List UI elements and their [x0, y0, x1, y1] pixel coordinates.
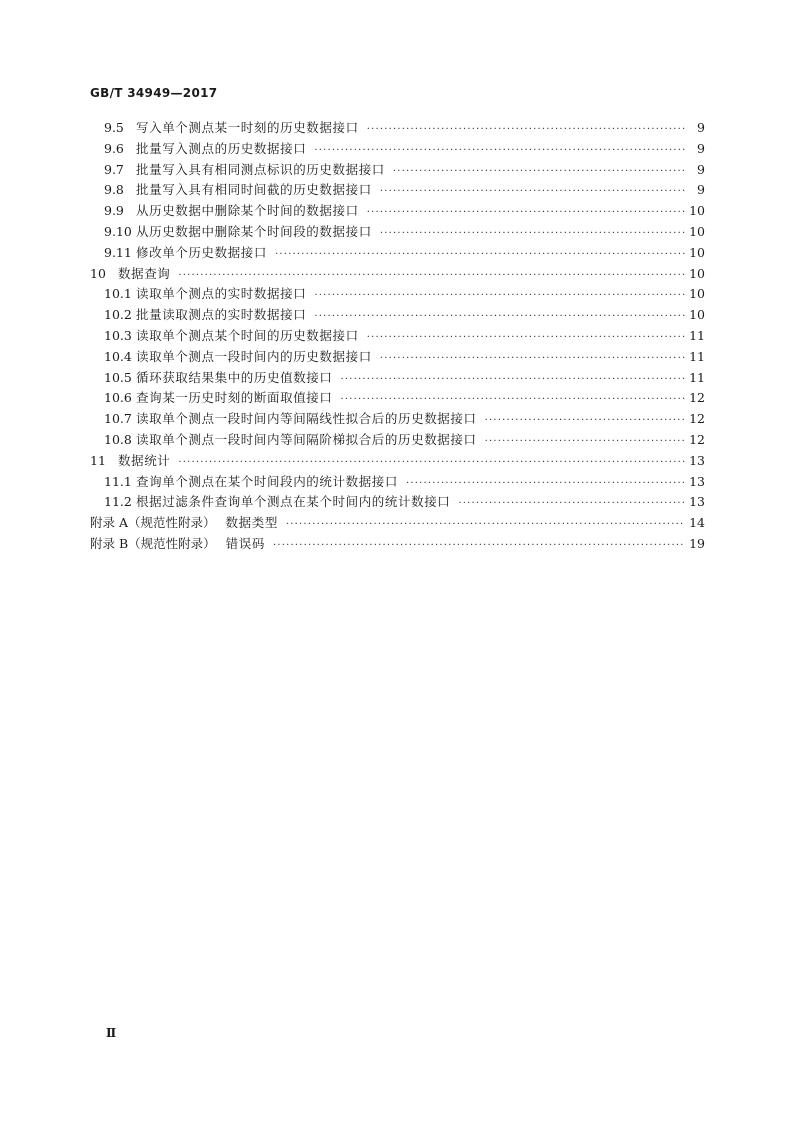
- toc-entry-title: 读取单个测点一段时间内等间隔线性拟合后的历史数据接口: [136, 411, 477, 427]
- toc-chapter-entry[interactable]: [90, 451, 705, 472]
- toc-entry-number: 9.7: [104, 161, 124, 177]
- toc-entry[interactable]: [90, 118, 705, 139]
- toc-entry-title: 批量写入具有相同时间截的历史数据接口: [136, 182, 372, 198]
- toc-entry-number: 10.4: [104, 348, 132, 364]
- toc-entry[interactable]: [90, 284, 705, 305]
- toc-entry-page: 10: [689, 286, 705, 302]
- toc-entry-number: 9.9: [104, 203, 124, 219]
- toc-leader-dots: [367, 203, 685, 224]
- toc-entry-title: 读取单个测点某个时间的历史数据接口: [136, 327, 359, 343]
- toc-entry-page: 19: [689, 535, 705, 551]
- toc-entry-page: 10: [689, 203, 705, 219]
- toc-entry[interactable]: [90, 472, 705, 493]
- toc-entry-page: 14: [689, 515, 705, 531]
- toc-entry-page: 9: [697, 140, 705, 156]
- toc-leader-dots: [367, 328, 685, 349]
- toc-entry-title: 查询单个测点在某个时间段内的统计数据接口: [136, 473, 399, 489]
- toc-entry-page: 13: [689, 473, 705, 489]
- toc-entry[interactable]: [90, 347, 705, 368]
- toc-entry[interactable]: [90, 160, 705, 181]
- toc-entry[interactable]: [90, 368, 705, 389]
- toc-entry-title: 数据查询: [118, 265, 171, 281]
- toc-entry-title: 从历史数据中删除某个时间段的数据接口: [136, 223, 372, 239]
- toc-leader-dots: [314, 286, 685, 307]
- toc-entry-title: 查询某一历史时刻的断面取值接口: [136, 390, 333, 406]
- toc-entry-number: 9.11: [104, 244, 132, 260]
- toc-entry-number: 附录 B（规范性附录）: [90, 535, 216, 551]
- toc-entry[interactable]: [90, 326, 705, 347]
- toc-entry-number: 9.8: [104, 182, 124, 198]
- toc-entry-page: 9: [697, 161, 705, 177]
- toc-entry-title: 读取单个测点一段时间内的历史数据接口: [136, 348, 372, 364]
- toc-leader-dots: [273, 536, 685, 557]
- toc-entry-number: 10.3: [104, 327, 132, 343]
- toc-leader-dots: [406, 474, 685, 495]
- toc-entry-page: 13: [689, 452, 705, 468]
- toc-leader-dots: [341, 370, 686, 391]
- toc-entry-page: 10: [689, 307, 705, 323]
- toc-entry[interactable]: [90, 222, 705, 243]
- toc-entry-title: 数据类型: [225, 515, 278, 531]
- toc-entry-number: 10: [90, 265, 106, 281]
- toc-chapter-entry[interactable]: [90, 264, 705, 285]
- toc-leader-dots: [275, 245, 685, 266]
- toc-entry-title: 数据统计: [118, 452, 171, 468]
- toc-entry-title: 循环获取结果集中的历史值数接口: [136, 369, 333, 385]
- toc-entry-number: 附录 A（规范性附录）: [90, 515, 216, 531]
- toc-leader-dots: [341, 390, 686, 411]
- toc-entry-title: 错误码: [225, 535, 265, 551]
- toc-entry-number: 11.1: [104, 473, 132, 489]
- toc-entry-number: 10.8: [104, 431, 132, 447]
- toc-entry[interactable]: [90, 492, 705, 513]
- toc-entry-title: 修改单个历史数据接口: [136, 244, 268, 260]
- toc-leader-dots: [380, 224, 685, 245]
- toc-leader-dots: [314, 141, 687, 162]
- page-number-footer: Ⅱ: [106, 1026, 117, 1040]
- toc-entry[interactable]: [90, 430, 705, 451]
- toc-entry-page: 9: [697, 120, 705, 135]
- toc-leader-dots: [485, 432, 685, 453]
- toc-entry[interactable]: [90, 243, 705, 264]
- toc-entry[interactable]: [90, 201, 705, 222]
- standard-code-header: GB/T 34949—2017: [90, 86, 218, 100]
- toc-leader-dots: [458, 494, 685, 515]
- toc-entry-page: 11: [689, 348, 705, 364]
- toc-entry[interactable]: [90, 305, 705, 326]
- toc-entry-number: 11: [90, 452, 106, 468]
- toc-entry-title: 读取单个测点一段时间内等间隔阶梯拟合后的历史数据接口: [136, 431, 477, 447]
- toc-entry-title: 批量写入具有相同测点标识的历史数据接口: [136, 161, 385, 177]
- toc-entry-title: 写入单个测点某一时刻的历史数据接口: [136, 120, 359, 135]
- toc-entry-page: 9: [697, 182, 705, 198]
- toc-entry-number: 9.5: [104, 120, 124, 135]
- toc-entry-title: 批量读取测点的实时数据接口: [136, 307, 307, 323]
- toc-entry-number: 9.6: [104, 140, 124, 156]
- toc-entry[interactable]: [90, 139, 705, 160]
- toc-leader-dots: [178, 453, 685, 474]
- toc-entry-number: 10.1: [104, 286, 132, 302]
- toc-entry[interactable]: [90, 388, 705, 409]
- toc-entry-page: 11: [689, 369, 705, 385]
- toc-entry-page: 12: [689, 390, 705, 406]
- toc-leader-dots: [178, 266, 685, 287]
- toc-entry-number: 10.7: [104, 411, 132, 427]
- toc-entry-number: 10.5: [104, 369, 132, 385]
- toc-entry-number: 11.2: [104, 494, 132, 510]
- toc-leader-dots: [380, 182, 687, 203]
- toc-entry-number: 9.10: [104, 223, 132, 239]
- toc-entry-title: 批量写入测点的历史数据接口: [136, 140, 307, 156]
- toc-entry-page: 10: [689, 223, 705, 239]
- toc-leader-dots: [286, 515, 685, 536]
- toc-entry[interactable]: [90, 180, 705, 201]
- toc-entry-number: 10.2: [104, 307, 132, 323]
- toc-leader-dots: [367, 120, 687, 141]
- toc-entry[interactable]: [90, 409, 705, 430]
- toc-entry-number: 10.6: [104, 390, 132, 406]
- toc-leader-dots: [485, 411, 685, 432]
- toc-leader-dots: [380, 349, 685, 370]
- toc-entry-title: 根据过滤条件查询单个测点在某个时间内的统计数接口: [136, 494, 451, 510]
- toc-leader-dots: [314, 307, 685, 328]
- toc-entry-page: 12: [689, 411, 705, 427]
- toc-entry-page: 13: [689, 494, 705, 510]
- toc-appendix-entry[interactable]: [90, 534, 705, 555]
- toc-entry-page: 11: [689, 327, 705, 343]
- toc-entry-title: 读取单个测点的实时数据接口: [136, 286, 307, 302]
- toc-appendix-entry[interactable]: [90, 513, 705, 534]
- toc-entry-page: 10: [689, 244, 705, 260]
- toc-entry-title: 从历史数据中删除某个时间的数据接口: [136, 203, 359, 219]
- toc-entry-page: 10: [689, 265, 705, 281]
- table-of-contents: [90, 118, 705, 555]
- toc-entry-page: 12: [689, 431, 705, 447]
- toc-leader-dots: [393, 162, 687, 183]
